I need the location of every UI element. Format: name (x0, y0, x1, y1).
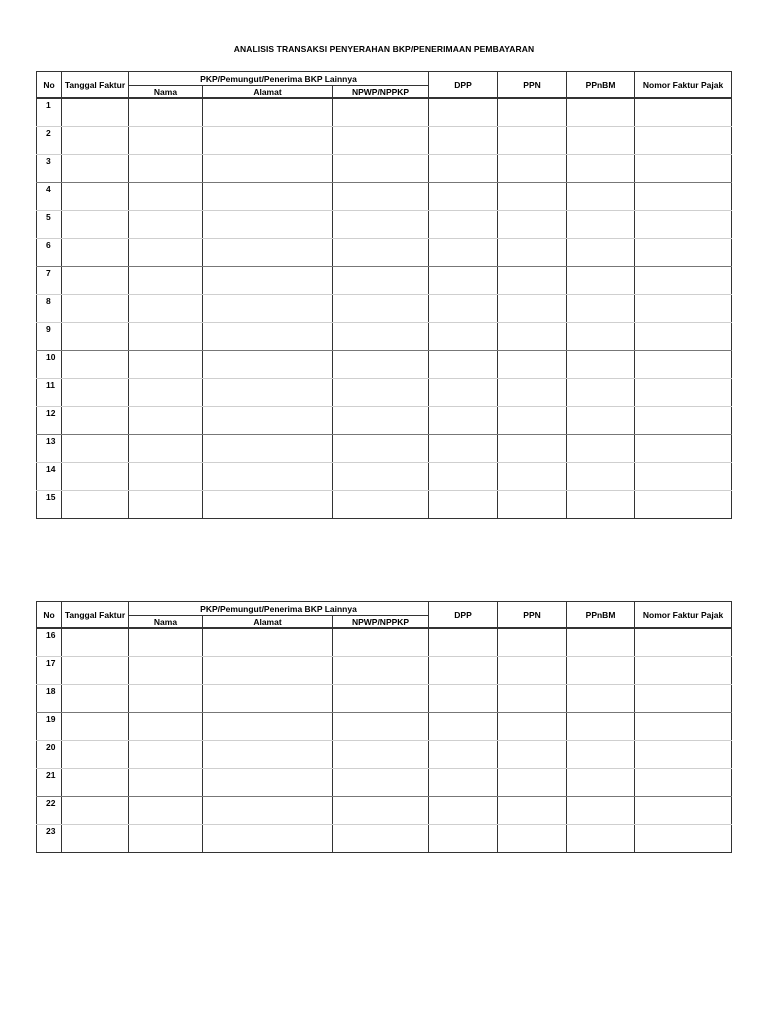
nama-cell (129, 713, 203, 741)
alamat-cell (203, 295, 333, 323)
row-number: 18 (37, 685, 62, 713)
row-number: 11 (37, 379, 62, 407)
dpp-cell (429, 741, 498, 769)
header-dpp: DPP (429, 72, 498, 99)
ppn-cell (498, 685, 567, 713)
ppnbm-cell (567, 685, 635, 713)
nama-cell (129, 183, 203, 211)
ppnbm-cell (567, 741, 635, 769)
dpp-cell (429, 769, 498, 797)
npwp-cell (333, 628, 429, 657)
nama-cell (129, 685, 203, 713)
nama-cell (129, 628, 203, 657)
npwp-cell (333, 825, 429, 853)
ppnbm-cell (567, 211, 635, 239)
ppn-cell (498, 463, 567, 491)
table-row (37, 713, 732, 741)
tanggal-faktur-cell (62, 183, 129, 211)
nama-cell (129, 267, 203, 295)
row-number: 5 (37, 211, 62, 239)
ppnbm-cell (567, 351, 635, 379)
dpp-cell (429, 239, 498, 267)
nomor-faktur-cell (635, 685, 732, 713)
ppnbm-cell (567, 155, 635, 183)
tanggal-faktur-cell (62, 741, 129, 769)
header-pkp-group: PKP/Pemungut/Penerima BKP Lainnya (129, 72, 429, 86)
ppn-cell (498, 435, 567, 463)
npwp-cell (333, 491, 429, 519)
header-npwp: NPWP/NPPKP (333, 86, 429, 99)
nama-cell (129, 657, 203, 685)
npwp-cell (333, 713, 429, 741)
dpp-cell (429, 267, 498, 295)
tanggal-faktur-cell (62, 435, 129, 463)
row-number: 17 (37, 657, 62, 685)
tanggal-faktur-cell (62, 267, 129, 295)
nomor-faktur-cell (635, 713, 732, 741)
tanggal-faktur-cell (62, 239, 129, 267)
tanggal-faktur-cell (62, 825, 129, 853)
row-number: 23 (37, 825, 62, 853)
tanggal-faktur-cell (62, 713, 129, 741)
ppnbm-cell (567, 797, 635, 825)
header-nama: Nama (129, 616, 203, 629)
npwp-cell (333, 379, 429, 407)
nomor-faktur-cell (635, 211, 732, 239)
tanggal-faktur-cell (62, 657, 129, 685)
nomor-faktur-cell (635, 797, 732, 825)
npwp-cell (333, 657, 429, 685)
alamat-cell (203, 323, 333, 351)
npwp-cell (333, 323, 429, 351)
table-row (37, 491, 732, 519)
ppnbm-cell (567, 628, 635, 657)
alamat-cell (203, 463, 333, 491)
ppnbm-cell (567, 239, 635, 267)
table-row (37, 407, 732, 435)
row-number: 1 (37, 98, 62, 127)
header-nama: Nama (129, 86, 203, 99)
table-row (37, 211, 732, 239)
table-row (37, 267, 732, 295)
nama-cell (129, 463, 203, 491)
nomor-faktur-cell (635, 323, 732, 351)
alamat-cell (203, 713, 333, 741)
ppnbm-cell (567, 463, 635, 491)
nama-cell (129, 491, 203, 519)
tanggal-faktur-cell (62, 127, 129, 155)
tanggal-faktur-cell (62, 323, 129, 351)
tanggal-faktur-cell (62, 491, 129, 519)
row-number: 16 (37, 628, 62, 657)
nama-cell (129, 741, 203, 769)
nomor-faktur-cell (635, 769, 732, 797)
npwp-cell (333, 127, 429, 155)
ppn-cell (498, 127, 567, 155)
header-ppnbm: PPnBM (567, 602, 635, 629)
ppnbm-cell (567, 183, 635, 211)
dpp-cell (429, 155, 498, 183)
alamat-cell (203, 351, 333, 379)
nama-cell (129, 239, 203, 267)
table-row (37, 741, 732, 769)
npwp-cell (333, 435, 429, 463)
table-row (37, 769, 732, 797)
table-row (37, 183, 732, 211)
table-row (37, 657, 732, 685)
header-tanggal-faktur: Tanggal Faktur (62, 602, 129, 629)
header-dpp: DPP (429, 602, 498, 629)
tanggal-faktur-cell (62, 685, 129, 713)
header-ppn: PPN (498, 602, 567, 629)
transaction-table-1 (36, 71, 732, 519)
table-row (37, 797, 732, 825)
ppnbm-cell (567, 323, 635, 351)
row-number: 3 (37, 155, 62, 183)
ppn-cell (498, 155, 567, 183)
alamat-cell (203, 155, 333, 183)
row-number: 7 (37, 267, 62, 295)
dpp-cell (429, 98, 498, 127)
nama-cell (129, 769, 203, 797)
npwp-cell (333, 211, 429, 239)
header-ppn: PPN (498, 72, 567, 99)
npwp-cell (333, 741, 429, 769)
table-row (37, 463, 732, 491)
alamat-cell (203, 628, 333, 657)
table-row (37, 435, 732, 463)
table-row (37, 98, 732, 127)
dpp-cell (429, 491, 498, 519)
nama-cell (129, 155, 203, 183)
dpp-cell (429, 211, 498, 239)
tanggal-faktur-cell (62, 295, 129, 323)
nama-cell (129, 127, 203, 155)
nama-cell (129, 323, 203, 351)
nomor-faktur-cell (635, 657, 732, 685)
nomor-faktur-cell (635, 463, 732, 491)
table-row (37, 239, 732, 267)
tanggal-faktur-cell (62, 628, 129, 657)
ppn-cell (498, 98, 567, 127)
alamat-cell (203, 211, 333, 239)
npwp-cell (333, 155, 429, 183)
ppn-cell (498, 183, 567, 211)
header-nomor-faktur-pajak: Nomor Faktur Pajak (635, 72, 732, 99)
npwp-cell (333, 351, 429, 379)
nama-cell (129, 435, 203, 463)
nomor-faktur-cell (635, 491, 732, 519)
row-number: 21 (37, 769, 62, 797)
nomor-faktur-cell (635, 435, 732, 463)
nomor-faktur-cell (635, 407, 732, 435)
dpp-cell (429, 127, 498, 155)
tanggal-faktur-cell (62, 98, 129, 127)
header-no: No (37, 602, 62, 629)
header-npwp: NPWP/NPPKP (333, 616, 429, 629)
alamat-cell (203, 769, 333, 797)
ppnbm-cell (567, 407, 635, 435)
nama-cell (129, 211, 203, 239)
row-number: 13 (37, 435, 62, 463)
header-nomor-faktur-pajak: Nomor Faktur Pajak (635, 602, 732, 629)
nama-cell (129, 407, 203, 435)
dpp-cell (429, 295, 498, 323)
alamat-cell (203, 379, 333, 407)
transaction-table-2 (36, 601, 732, 853)
ppnbm-cell (567, 825, 635, 853)
npwp-cell (333, 407, 429, 435)
row-number: 22 (37, 797, 62, 825)
dpp-cell (429, 628, 498, 657)
tanggal-faktur-cell (62, 463, 129, 491)
alamat-cell (203, 741, 333, 769)
alamat-cell (203, 127, 333, 155)
row-number: 9 (37, 323, 62, 351)
ppnbm-cell (567, 379, 635, 407)
tanggal-faktur-cell (62, 211, 129, 239)
alamat-cell (203, 183, 333, 211)
nama-cell (129, 351, 203, 379)
ppn-cell (498, 491, 567, 519)
table-row (37, 155, 732, 183)
nama-cell (129, 98, 203, 127)
npwp-cell (333, 267, 429, 295)
ppn-cell (498, 769, 567, 797)
nomor-faktur-cell (635, 628, 732, 657)
ppn-cell (498, 741, 567, 769)
nomor-faktur-cell (635, 741, 732, 769)
ppn-cell (498, 825, 567, 853)
nama-cell (129, 797, 203, 825)
dpp-cell (429, 351, 498, 379)
nama-cell (129, 379, 203, 407)
ppnbm-cell (567, 713, 635, 741)
table-row (37, 628, 732, 657)
ppnbm-cell (567, 435, 635, 463)
dpp-cell (429, 463, 498, 491)
header-alamat: Alamat (203, 86, 333, 99)
row-number: 14 (37, 463, 62, 491)
dpp-cell (429, 685, 498, 713)
nomor-faktur-cell (635, 379, 732, 407)
alamat-cell (203, 491, 333, 519)
table-row (37, 379, 732, 407)
row-number: 12 (37, 407, 62, 435)
ppn-cell (498, 267, 567, 295)
nomor-faktur-cell (635, 127, 732, 155)
header-ppnbm: PPnBM (567, 72, 635, 99)
table-row (37, 825, 732, 853)
dpp-cell (429, 323, 498, 351)
ppnbm-cell (567, 267, 635, 295)
dpp-cell (429, 379, 498, 407)
ppnbm-cell (567, 295, 635, 323)
nama-cell (129, 295, 203, 323)
dpp-cell (429, 657, 498, 685)
header-alamat: Alamat (203, 616, 333, 629)
alamat-cell (203, 407, 333, 435)
table-row (37, 295, 732, 323)
npwp-cell (333, 98, 429, 127)
ppn-cell (498, 295, 567, 323)
row-number: 10 (37, 351, 62, 379)
ppn-cell (498, 351, 567, 379)
nomor-faktur-cell (635, 183, 732, 211)
tanggal-faktur-cell (62, 155, 129, 183)
nomor-faktur-cell (635, 825, 732, 853)
ppn-cell (498, 407, 567, 435)
npwp-cell (333, 685, 429, 713)
alamat-cell (203, 239, 333, 267)
table-row (37, 351, 732, 379)
table-row (37, 127, 732, 155)
page-title: ANALISIS TRANSAKSI PENYERAHAN BKP/PENERIMAAN PEMBAYARAN (233, 44, 535, 54)
header-pkp-group: PKP/Pemungut/Penerima BKP Lainnya (129, 602, 429, 616)
table-row (37, 685, 732, 713)
ppnbm-cell (567, 769, 635, 797)
nomor-faktur-cell (635, 155, 732, 183)
nomor-faktur-cell (635, 98, 732, 127)
row-number: 6 (37, 239, 62, 267)
npwp-cell (333, 239, 429, 267)
row-number: 8 (37, 295, 62, 323)
npwp-cell (333, 797, 429, 825)
npwp-cell (333, 295, 429, 323)
table-2-body (37, 628, 732, 853)
npwp-cell (333, 183, 429, 211)
alamat-cell (203, 825, 333, 853)
alamat-cell (203, 267, 333, 295)
ppnbm-cell (567, 491, 635, 519)
nomor-faktur-cell (635, 239, 732, 267)
row-number: 4 (37, 183, 62, 211)
ppn-cell (498, 379, 567, 407)
alamat-cell (203, 797, 333, 825)
row-number: 19 (37, 713, 62, 741)
ppn-cell (498, 211, 567, 239)
table-1-body (37, 98, 732, 519)
tanggal-faktur-cell (62, 797, 129, 825)
npwp-cell (333, 463, 429, 491)
ppnbm-cell (567, 127, 635, 155)
dpp-cell (429, 797, 498, 825)
alamat-cell (203, 685, 333, 713)
ppnbm-cell (567, 657, 635, 685)
ppn-cell (498, 239, 567, 267)
row-number: 2 (37, 127, 62, 155)
ppn-cell (498, 713, 567, 741)
ppn-cell (498, 657, 567, 685)
alamat-cell (203, 657, 333, 685)
dpp-cell (429, 435, 498, 463)
table-row (37, 323, 732, 351)
dpp-cell (429, 825, 498, 853)
tanggal-faktur-cell (62, 769, 129, 797)
npwp-cell (333, 769, 429, 797)
ppn-cell (498, 628, 567, 657)
dpp-cell (429, 713, 498, 741)
nomor-faktur-cell (635, 295, 732, 323)
tanggal-faktur-cell (62, 351, 129, 379)
row-number: 15 (37, 491, 62, 519)
tanggal-faktur-cell (62, 379, 129, 407)
dpp-cell (429, 183, 498, 211)
ppn-cell (498, 797, 567, 825)
ppn-cell (498, 323, 567, 351)
ppnbm-cell (567, 98, 635, 127)
dpp-cell (429, 407, 498, 435)
row-number: 20 (37, 741, 62, 769)
nama-cell (129, 825, 203, 853)
alamat-cell (203, 98, 333, 127)
alamat-cell (203, 435, 333, 463)
nomor-faktur-cell (635, 351, 732, 379)
tanggal-faktur-cell (62, 407, 129, 435)
header-no: No (37, 72, 62, 99)
nomor-faktur-cell (635, 267, 732, 295)
header-tanggal-faktur: Tanggal Faktur (62, 72, 129, 99)
